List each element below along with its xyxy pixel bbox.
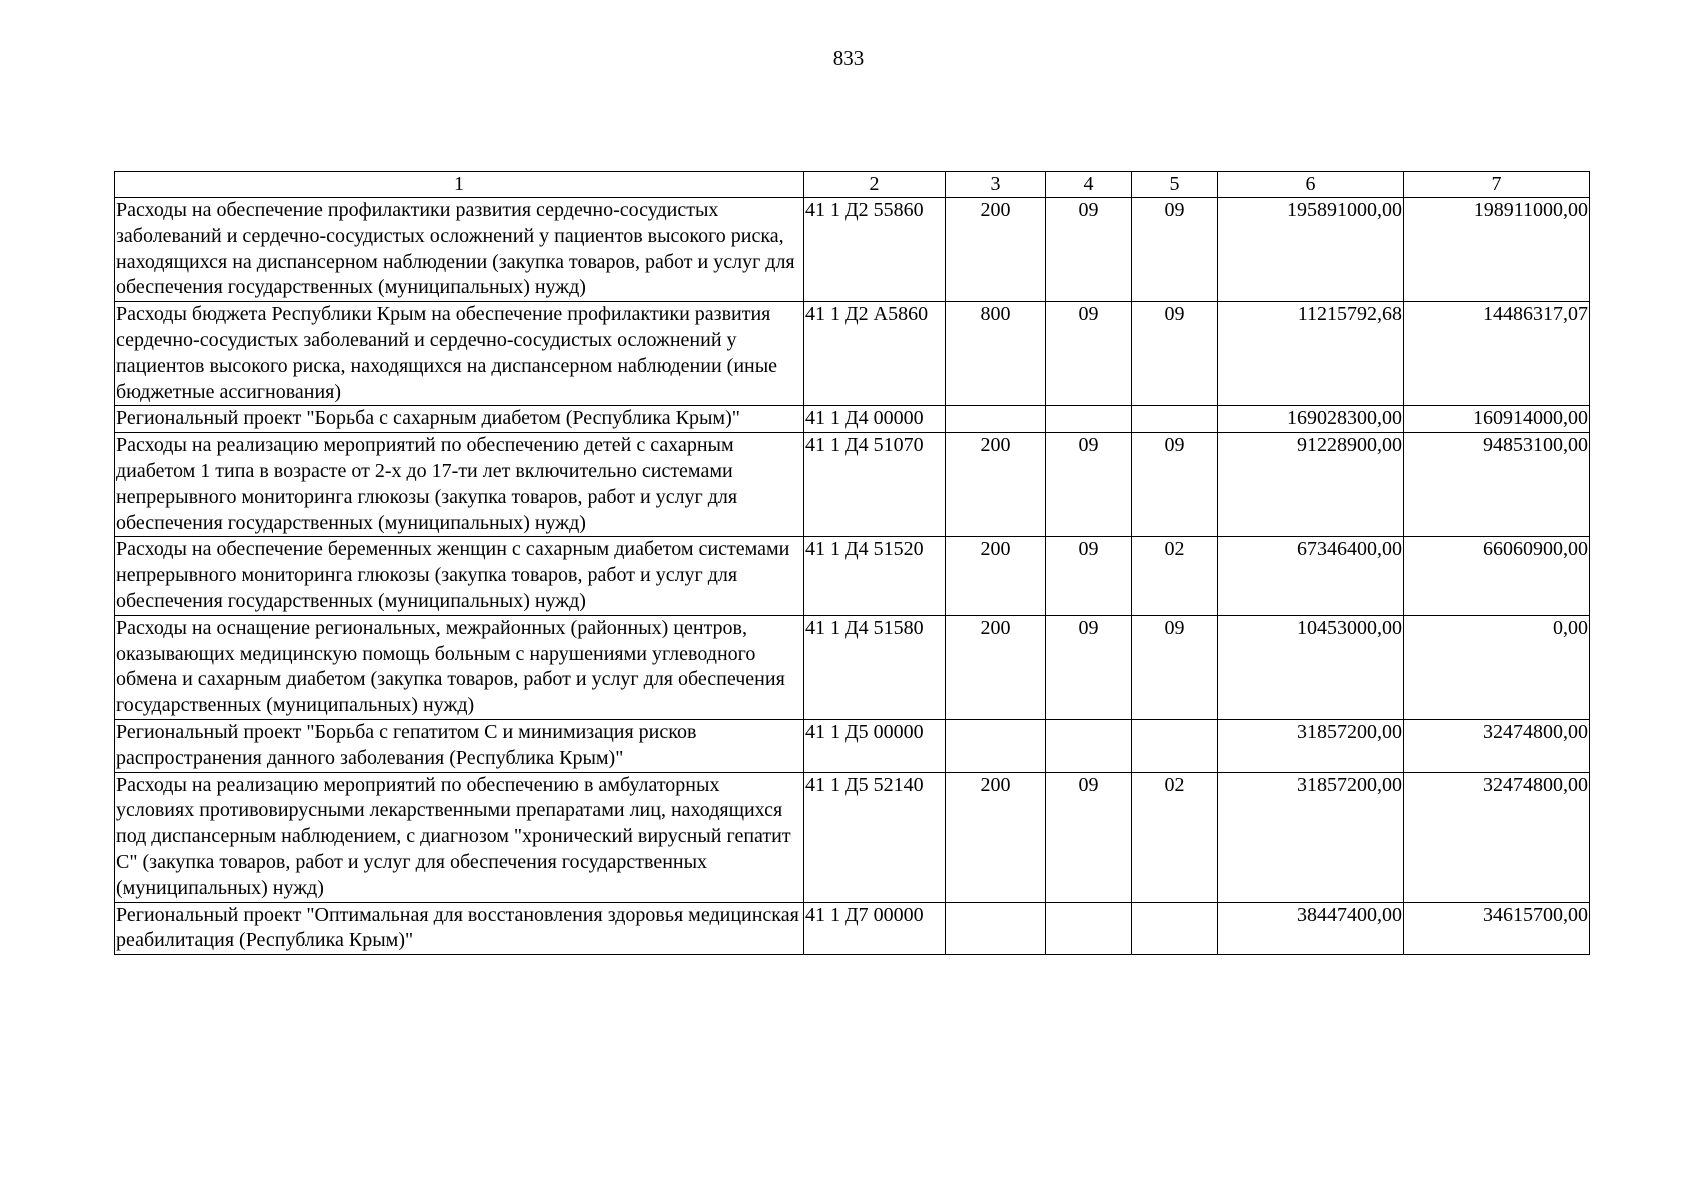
expense-name: Региональный проект "Оптимальная для восстановления здоровья медицинская реабилитация (Республика Крым)" [115,902,804,955]
expense-name: Расходы на обеспечение профилактики развития сердечно-сосудистых заболеваний и сердечно-сосудистых осложнений у пациентов высокого риска, находящихся на диспансерном наблюдении (закупка товаров, работ и услуг для обеспечения государственных (муниципальных) нужд) [115,198,804,302]
expense-name: Расходы на реализацию мероприятий по обеспечению детей с сахарным диабетом 1 типа в возрасте от 2-х до 17-ти лет включительно системами непрерывного мониторинга глюкозы (закупка товаров, работ и услуг для обеспечения государственных (муниципальных) нужд) [115,433,804,537]
amount-col-7: 32474800,00 [1404,719,1590,772]
amount-col-6: 31857200,00 [1218,772,1404,902]
header-cell-6: 6 [1218,172,1404,198]
expense-type-code: 200 [946,433,1046,537]
header-cell-3: 3 [946,172,1046,198]
table-row [115,302,1590,406]
expense-type-code: 200 [946,537,1046,615]
expense-type-code [946,719,1046,772]
table-header [115,172,1590,198]
target-article-code: 41 1 Д2 А5860 [804,302,946,406]
amount-col-7: 0,00 [1404,615,1590,719]
subsection-code: 09 [1132,615,1218,719]
section-code [1046,719,1132,772]
table-row [115,902,1590,955]
table-row [115,537,1590,615]
amount-col-7: 14486317,07 [1404,302,1590,406]
amount-col-7: 160914000,00 [1404,406,1590,433]
expense-name: Расходы на обеспечение беременных женщин с сахарным диабетом системами непрерывного мониторинга глюкозы (закупка товаров, работ и услуг для обеспечения государственных (муниципальных) нужд) [115,537,804,615]
amount-col-7: 198911000,00 [1404,198,1590,302]
expense-name: Расходы на оснащение региональных, межрайонных (районных) центров, оказывающих медицинскую помощь больным с нарушениями углеводного обмена и сахарным диабетом (закупка товаров, работ и услуг для обеспечения государственных (муниципальных) нужд) [115,615,804,719]
target-article-code: 41 1 Д2 55860 [804,198,946,302]
target-article-code: 41 1 Д4 00000 [804,406,946,433]
amount-col-6: 169028300,00 [1218,406,1404,433]
expense-type-code: 800 [946,302,1046,406]
amount-col-6: 91228900,00 [1218,433,1404,537]
amount-col-6: 38447400,00 [1218,902,1404,955]
header-cell-4: 4 [1046,172,1132,198]
section-code: 09 [1046,537,1132,615]
target-article-code: 41 1 Д4 51070 [804,433,946,537]
subsection-code [1132,719,1218,772]
target-article-code: 41 1 Д4 51580 [804,615,946,719]
table-row [115,406,1590,433]
budget-table [114,171,1590,955]
table-row [115,433,1590,537]
target-article-code: 41 1 Д5 52140 [804,772,946,902]
section-code [1046,902,1132,955]
subsection-code: 09 [1132,198,1218,302]
amount-col-6: 195891000,00 [1218,198,1404,302]
expense-type-code [946,406,1046,433]
expense-type-code: 200 [946,615,1046,719]
expense-type-code: 200 [946,772,1046,902]
header-cell-5: 5 [1132,172,1218,198]
section-code: 09 [1046,198,1132,302]
page-number: 833 [832,46,865,70]
expense-name: Региональный проект "Борьба с гепатитом С и минимизация рисков распространения данного заболевания (Республика Крым)" [115,719,804,772]
header-cell-2: 2 [804,172,946,198]
section-code: 09 [1046,772,1132,902]
table-body [115,198,1590,955]
subsection-code: 09 [1132,433,1218,537]
subsection-code: 09 [1132,302,1218,406]
section-code: 09 [1046,615,1132,719]
amount-col-6: 67346400,00 [1218,537,1404,615]
expense-name: Расходы бюджета Республики Крым на обеспечение профилактики развития сердечно-сосудистых заболеваний и сердечно-сосудистых осложнений у пациентов высокого риска, находящихся на диспансерном наблюдении (иные бюджетные ассигнования) [115,302,804,406]
subsection-code: 02 [1132,772,1218,902]
subsection-code [1132,406,1218,433]
header-cell-1: 1 [115,172,804,198]
header-row [115,172,1590,198]
amount-col-7: 34615700,00 [1404,902,1590,955]
table-row [115,719,1590,772]
section-code: 09 [1046,433,1132,537]
section-code: 09 [1046,302,1132,406]
expense-type-code [946,902,1046,955]
amount-col-7: 66060900,00 [1404,537,1590,615]
section-code [1046,406,1132,433]
amount-col-6: 11215792,68 [1218,302,1404,406]
table-row [115,615,1590,719]
target-article-code: 41 1 Д5 00000 [804,719,946,772]
expense-name: Региональный проект "Борьба с сахарным диабетом (Республика Крым)" [115,406,804,433]
header-cell-7: 7 [1404,172,1590,198]
subsection-code: 02 [1132,537,1218,615]
amount-col-6: 31857200,00 [1218,719,1404,772]
amount-col-7: 32474800,00 [1404,772,1590,902]
expense-type-code: 200 [946,198,1046,302]
expense-name: Расходы на реализацию мероприятий по обеспечению в амбулаторных условиях противовирусными лекарственными препаратами лиц, находящихся под диспансерным наблюдением, с диагнозом "хронический вирусный гепатит С" (закупка товаров, работ и услуг для обеспечения государственных (муниципальных) нужд) [115,772,804,902]
amount-col-6: 10453000,00 [1218,615,1404,719]
amount-col-7: 94853100,00 [1404,433,1590,537]
target-article-code: 41 1 Д4 51520 [804,537,946,615]
table-row [115,198,1590,302]
target-article-code: 41 1 Д7 00000 [804,902,946,955]
table-row [115,772,1590,902]
subsection-code [1132,902,1218,955]
